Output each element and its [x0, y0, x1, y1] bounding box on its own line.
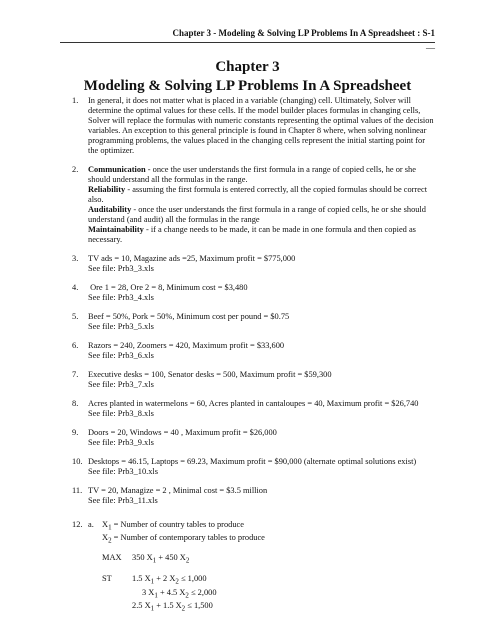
st-label: ST	[102, 574, 112, 584]
term: Auditability	[88, 205, 132, 214]
item-number: 1.	[72, 96, 79, 105]
answer-4	[72, 283, 437, 303]
answer-3	[72, 254, 437, 274]
item-number: 12.	[72, 520, 83, 529]
chapter-name: Modeling & Solving LP Problems In A Spreadsheet	[83, 78, 412, 94]
constraint-1: 1.5 $X_1 + 2$ $X_2 \le 1,000$	[132, 574, 207, 586]
maintainability-paragraph: Maintainability - if a change needs to be made, it can be made in one formula and then copied as necessary.	[88, 225, 416, 244]
x2-definition: $X_2$ = Number of contemporary tables to produce	[102, 532, 265, 545]
file-reference: See file: Prb3_8.xls	[88, 409, 154, 418]
item-number: 7.	[72, 370, 79, 379]
running-header: Chapter 3 - Modeling & Solving LP Problems In A Spreadsheet : S-1	[172, 28, 435, 38]
communication-paragraph: Communication - once the user understands the first formula in a range of copied cells, he or she should understand all the formulas in the range.	[88, 165, 416, 184]
answer-10	[72, 457, 437, 477]
item-text: Razors = 240, Zoomers = 420, Maximum profit = $33,600	[88, 341, 285, 350]
item-number: 4.	[72, 283, 79, 292]
term: Reliability	[88, 185, 126, 194]
answer-list	[72, 96, 437, 624]
item-text: Doors = 20, Windows = 40 , Maximum profit = $26,000	[88, 428, 277, 437]
item-text: In general, it does not matter what is placed in a variable (changing) cell. Ultimately, Solver will determine the optimal values for these cells. If the model builder places formulas in changing cells, Solver will replace the formulas with numeric constants representing the optimal values of the decision variables. An exception to this general principle is found in Chapter 8 where, when solving nonlinear programming problems, the values placed in the changing cells represent the initial starting point for the optimizer.	[88, 96, 434, 155]
header-rule	[60, 42, 435, 43]
constraints	[88, 574, 437, 615]
item-text: TV = 20, Managize = 2 , Minimal cost = $3.5 million	[88, 486, 268, 495]
item-text: Acres planted in watermelons = 60, Acres planted in cantaloupes = 40, Maximum profit = $26,740	[88, 399, 419, 408]
answer-1	[72, 96, 437, 156]
chapter-number: Chapter 3	[215, 59, 280, 75]
item-number: 2.	[72, 165, 79, 174]
objective-function	[88, 553, 437, 566]
auditability-paragraph: Auditability - once the user understands the first formula in a range of copied cells, he or she should understand (and audit) all the formulas in the range	[88, 205, 426, 224]
max-label: MAX	[102, 553, 122, 563]
item-number: 6.	[72, 341, 79, 350]
term: Communication	[88, 165, 146, 174]
item-text: Desktops = 46.15, Laptops = 69.23, Maximum profit = $90,000 (alternate optimal solutions exist)	[88, 457, 417, 466]
file-reference: See file: Prb3_6.xls	[88, 351, 154, 360]
file-reference: See file: Prb3_10.xls	[88, 467, 159, 476]
item-number: 9.	[72, 428, 79, 437]
constraint-3: 2.5 $X_1 + 1.5$ $X_2 \le 1,500$	[132, 601, 213, 614]
answer-8	[72, 399, 437, 419]
x1-definition: $X_1$ = Number of country tables to produce	[102, 520, 244, 532]
sub-item-letter: a.	[88, 520, 94, 529]
objective-expression: 350 $X_1 + 450$ $X_2$	[132, 553, 190, 566]
term: Maintainability	[88, 225, 144, 234]
header-dash: —	[426, 43, 435, 53]
item-number: 5.	[72, 312, 79, 321]
chapter-title	[0, 58, 495, 96]
constraint-2: 3 $X_1 + 4.5$ $X_2 \le 2,000$	[142, 587, 217, 600]
item-number: 8.	[72, 399, 79, 408]
answer-12	[72, 520, 437, 615]
file-reference: See file: Prb3_11.xls	[88, 496, 158, 505]
file-reference: See file: Prb3_9.xls	[88, 438, 154, 447]
reliability-paragraph: Reliability - assuming the first formula is entered correctly, all the copied formulas should be correct also.	[88, 185, 428, 204]
file-reference: See file: Prb3_7.xls	[88, 380, 154, 389]
answer-9	[72, 428, 437, 448]
item-text: Executive desks = 100, Senator desks = 500, Maximum profit = $59,300	[88, 370, 332, 379]
item-number: 3.	[72, 254, 79, 263]
item-text: Ore 1 = 28, Ore 2 = 8, Minimum cost = $3,480	[88, 283, 248, 292]
answer-2	[72, 165, 437, 245]
file-reference: See file: Prb3_3.xls	[88, 264, 154, 273]
answer-11	[72, 486, 437, 506]
answer-6	[72, 341, 437, 361]
file-reference: See file: Prb3_5.xls	[88, 322, 154, 331]
answer-5	[72, 312, 437, 332]
item-number: 10.	[72, 457, 83, 466]
file-reference: See file: Prb3_4.xls	[88, 293, 154, 302]
item-text: TV ads = 10, Magazine ads =25, Maximum profit = $775,000	[88, 254, 296, 263]
item-text: Beef = 50%, Pork = 50%, Minimum cost per pound = $0.75	[88, 312, 290, 321]
item-number: 11.	[72, 486, 83, 495]
answer-7	[72, 370, 437, 390]
